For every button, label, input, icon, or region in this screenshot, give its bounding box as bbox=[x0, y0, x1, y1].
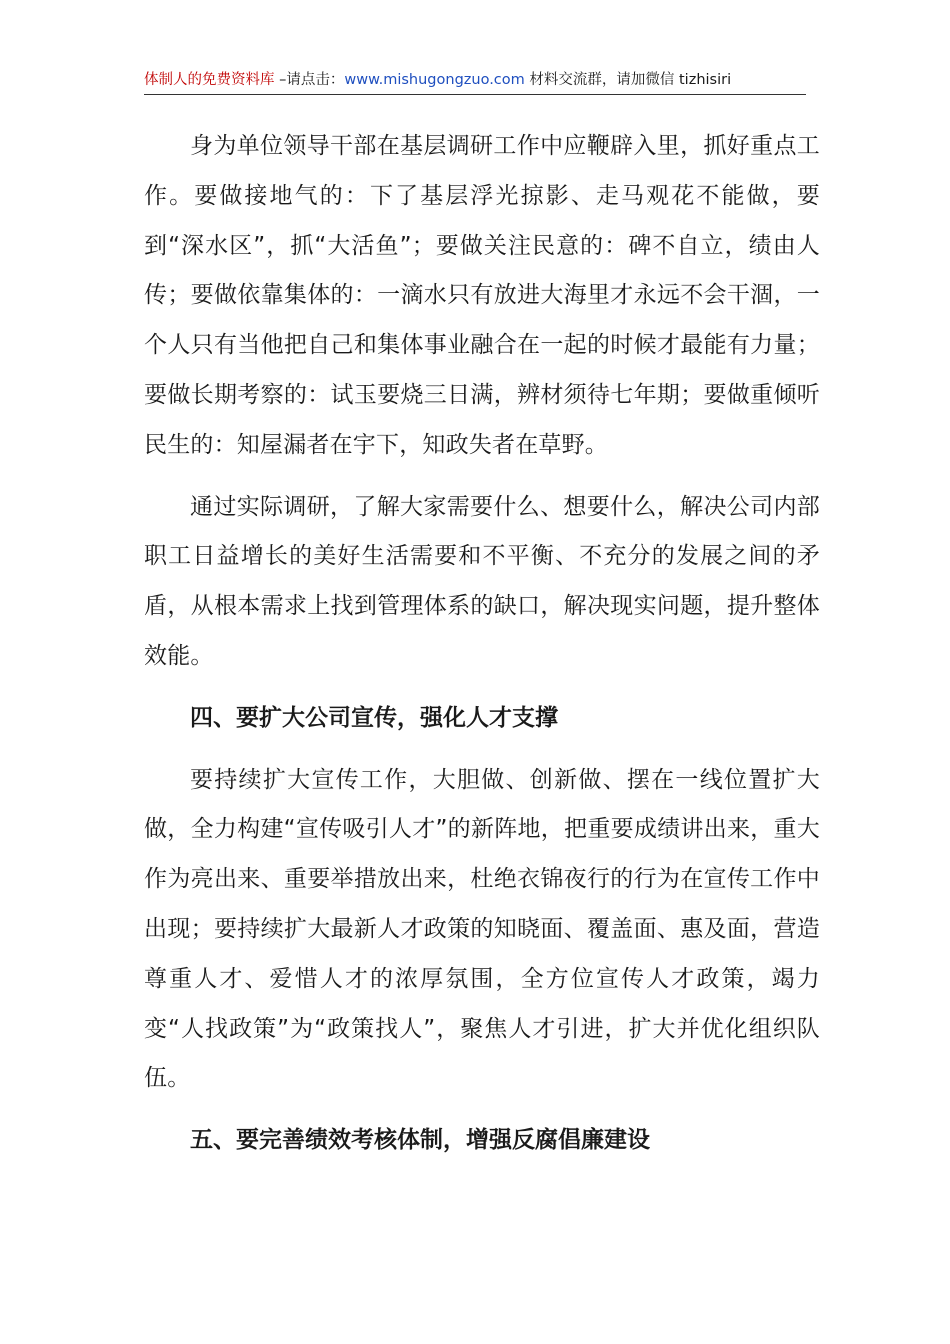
header-url-link[interactable]: www.mishugongzuo.com bbox=[344, 72, 525, 88]
paragraph-spacer bbox=[144, 744, 820, 756]
paragraph-spacer bbox=[144, 471, 820, 483]
paragraph-spacer bbox=[144, 1104, 820, 1116]
header-click-prompt: –请点击： bbox=[274, 72, 345, 88]
header-contact: 材料交流群，请加微信 tizhisiri bbox=[524, 72, 732, 88]
paragraph-1: 身为单位领导干部在基层调研工作中应鞭辟入里，抓好重点工作。要做接地气的：下了基层浮光掠影、走马观花不能做，要到“深水区”，抓“大活鱼”；要做关注民意的：碑不自立，绩由人传；要做依靠集体的：一滴水只有放进大海里才永远不会干涸，一个人只有当他把自己和集体事业融合在一起的时候才最能有力量；要做长期考察的：试玉要烧三日满，辨材须待七年期；要做重倾听民生的：知屋漏者在宇下，知政失者在草野。 bbox=[144, 133, 820, 458]
paragraph-2: 通过实际调研，了解大家需要什么、想要什么，解决公司内部职工日益增长的美好生活需要和不平衡、不充分的发展之间的矛盾，从根本需求上找到管理体系的缺口，解决现实问题，提升整体效能。 bbox=[144, 493, 820, 669]
paragraph-spacer bbox=[144, 682, 820, 694]
section-heading-4: 四、要扩大公司宣传，强化人才支撑 bbox=[190, 704, 558, 731]
header-brand: 体制人的免费资料库 bbox=[144, 72, 275, 88]
section-heading-5: 五、要完善绩效考核体制，增强反腐倡廉建设 bbox=[190, 1127, 650, 1154]
paragraph-3: 要持续扩大宣传工作，大胆做、创新做、摆在一线位置扩大做，全力构建“宣传吸引人才”的新阵地，把重要成绩讲出来，重大作为亮出来、重要举措放出来，杜绝衣锦夜行的行为在宣传工作中出现；要持续扩大最新人才政策的知晓面、覆盖面、惠及面，营造尊重人才、爱惜人才的浓厚氛围，全方位宣传人才政策，竭力变“人找政策”为“政策找人”，聚焦人才引进，扩大并优化组织队伍。 bbox=[144, 766, 820, 1092]
document-body bbox=[144, 122, 820, 1166]
page-header bbox=[144, 70, 806, 95]
